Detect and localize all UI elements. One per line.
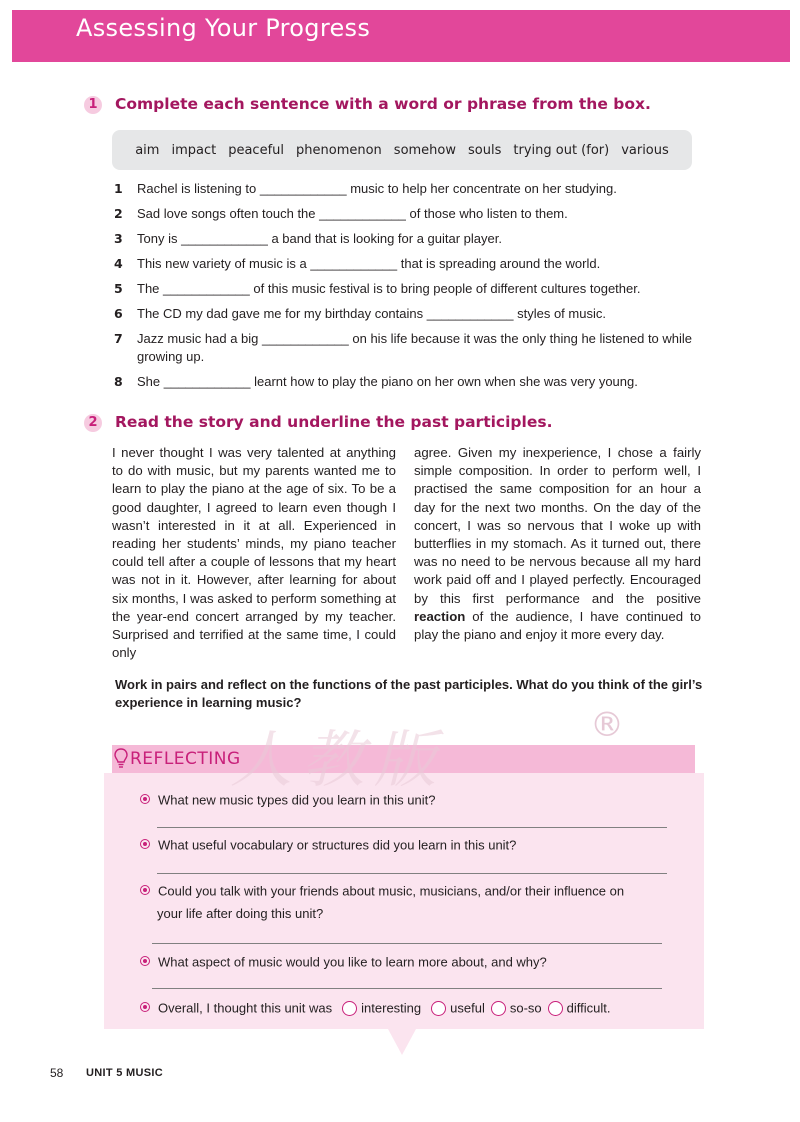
story-text: agree. Given my inexperience, I chose a fairly simple composition. In order to perform well, I practised the same composition for an hour a day for the next two months. On the day of the concert, I was so nervous that I woke up with butterflies in my stomach. As it turned out, there was no need to be nervous because all my hard work paid off and I played perfectly. Encouraged by this first performance and the positive bbox=[414, 445, 701, 606]
lightbulb-icon bbox=[114, 748, 128, 770]
word-item: trying out (for) bbox=[513, 142, 610, 158]
sentence-item bbox=[112, 230, 702, 248]
answer-line[interactable] bbox=[152, 943, 662, 944]
answer-line[interactable] bbox=[152, 988, 662, 989]
bullet-icon bbox=[140, 839, 150, 849]
word-item: peaceful bbox=[228, 142, 285, 158]
sentence-text: The CD my dad gave me for my birthday contains ____________ styles of music. bbox=[137, 306, 606, 321]
bullet-icon bbox=[140, 1002, 150, 1012]
reflecting-title: REFLECTING bbox=[130, 749, 241, 769]
story-text: of the audience, I have continued to play the piano and enjoy it more every day. bbox=[414, 608, 701, 643]
reflect-question: What new music types did you learn in this unit? bbox=[140, 789, 435, 812]
story-bold-word: reaction bbox=[414, 608, 466, 624]
word-item: various bbox=[621, 142, 669, 158]
sentence-number: 4 bbox=[114, 256, 123, 271]
sentence-text: The ____________ of this music festival is to bring people of different cultures together. bbox=[137, 281, 641, 296]
sentence-item bbox=[112, 255, 702, 273]
sentence-item bbox=[112, 205, 702, 223]
discussion-prompt: Work in pairs and reflect on the functions of the past participles. What do you think of the girl’s experience in learning music? bbox=[115, 677, 703, 710]
page-number: 58 bbox=[50, 1066, 64, 1080]
word-item: aim bbox=[135, 142, 160, 158]
reflecting-panel-notch bbox=[388, 1029, 416, 1055]
option-label: useful bbox=[450, 1000, 485, 1016]
overall-rating-row bbox=[140, 997, 610, 1020]
option-radio-difficult[interactable] bbox=[548, 1001, 563, 1016]
section-1-number: 1 bbox=[84, 96, 102, 114]
option-radio-useful[interactable] bbox=[431, 1001, 446, 1016]
sentence-item bbox=[112, 330, 702, 366]
reflect-question-continued: your life after doing this unit? bbox=[157, 905, 324, 921]
word-box bbox=[112, 130, 692, 170]
sentence-text: Rachel is listening to ____________ music to help her concentrate on her studying. bbox=[137, 181, 617, 196]
section-2-title: Read the story and underline the past participles. bbox=[115, 413, 553, 431]
sentence-number: 2 bbox=[114, 206, 123, 221]
option-label: difficult. bbox=[566, 1000, 611, 1016]
sentence-list bbox=[112, 180, 702, 398]
option-label: interesting bbox=[361, 1000, 422, 1016]
word-item: phenomenon bbox=[296, 142, 382, 158]
unit-label: UNIT 5 MUSIC bbox=[86, 1067, 163, 1079]
section-1-title: Complete each sentence with a word or phrase from the box. bbox=[115, 95, 651, 113]
sentence-item bbox=[112, 280, 702, 298]
sentence-text: This new variety of music is a ____________ that is spreading around the world. bbox=[137, 256, 601, 271]
option-radio-so-so[interactable] bbox=[491, 1001, 506, 1016]
bullet-icon bbox=[140, 956, 150, 966]
answer-line[interactable] bbox=[157, 873, 667, 874]
sentence-number: 3 bbox=[114, 231, 123, 246]
bullet-icon bbox=[140, 794, 150, 804]
word-item: somehow bbox=[393, 142, 457, 158]
sentence-number: 6 bbox=[114, 306, 123, 321]
overall-label: Overall, I thought this unit was bbox=[158, 1000, 333, 1016]
story-left-column: I never thought I was very talented at anything to do with music, but my parents wanted me to learn to play the piano at the age of six. To be a good daughter, I agreed to learn even though I wasn’t interested in it at all. Experienced in reading her students’ minds, my piano teacher could tell after a couple of lessons that my heart was not in it. However, after learning for about six months, I was asked to perform something at the year-end concert arranged by my teacher. Surprised and terrified at the same time, I could only bbox=[112, 445, 396, 661]
sentence-item bbox=[112, 305, 702, 323]
reflect-question: Could you talk with your friends about music, musicians, and/or their influence on your life after doing this unit? bbox=[140, 880, 624, 925]
word-item: impact bbox=[171, 142, 217, 158]
answer-line[interactable] bbox=[157, 827, 667, 828]
sentence-number: 5 bbox=[114, 281, 123, 296]
section-2-number: 2 bbox=[84, 414, 102, 432]
reflect-question: What aspect of music would you like to learn more about, and why? bbox=[140, 951, 547, 974]
sentence-number: 1 bbox=[114, 181, 123, 196]
sentence-text: Sad love songs often touch the ____________ of those who listen to them. bbox=[137, 206, 568, 221]
word-item: souls bbox=[468, 142, 502, 158]
sentence-number: 7 bbox=[114, 331, 123, 346]
sentence-text: She ____________ learnt how to play the piano on her own when she was very young. bbox=[137, 374, 638, 389]
sentence-number: 8 bbox=[114, 374, 123, 389]
registered-mark: ® bbox=[590, 705, 624, 745]
reflect-question: What useful vocabulary or structures did you learn in this unit? bbox=[140, 834, 516, 857]
sentence-text: Tony is ____________ a band that is looking for a guitar player. bbox=[137, 231, 502, 246]
story-right-column bbox=[414, 444, 701, 644]
sentence-text: Jazz music had a big ____________ on his life because it was the only thing he listened to while growing up. bbox=[137, 331, 693, 364]
sentence-item bbox=[112, 180, 702, 198]
bullet-icon bbox=[140, 885, 150, 895]
watermark: 人教版 bbox=[230, 723, 447, 796]
page-title: Assessing Your Progress bbox=[76, 14, 371, 42]
sentence-item bbox=[112, 373, 702, 391]
option-radio-interesting[interactable] bbox=[342, 1001, 357, 1016]
option-label: so-so bbox=[509, 1000, 542, 1016]
